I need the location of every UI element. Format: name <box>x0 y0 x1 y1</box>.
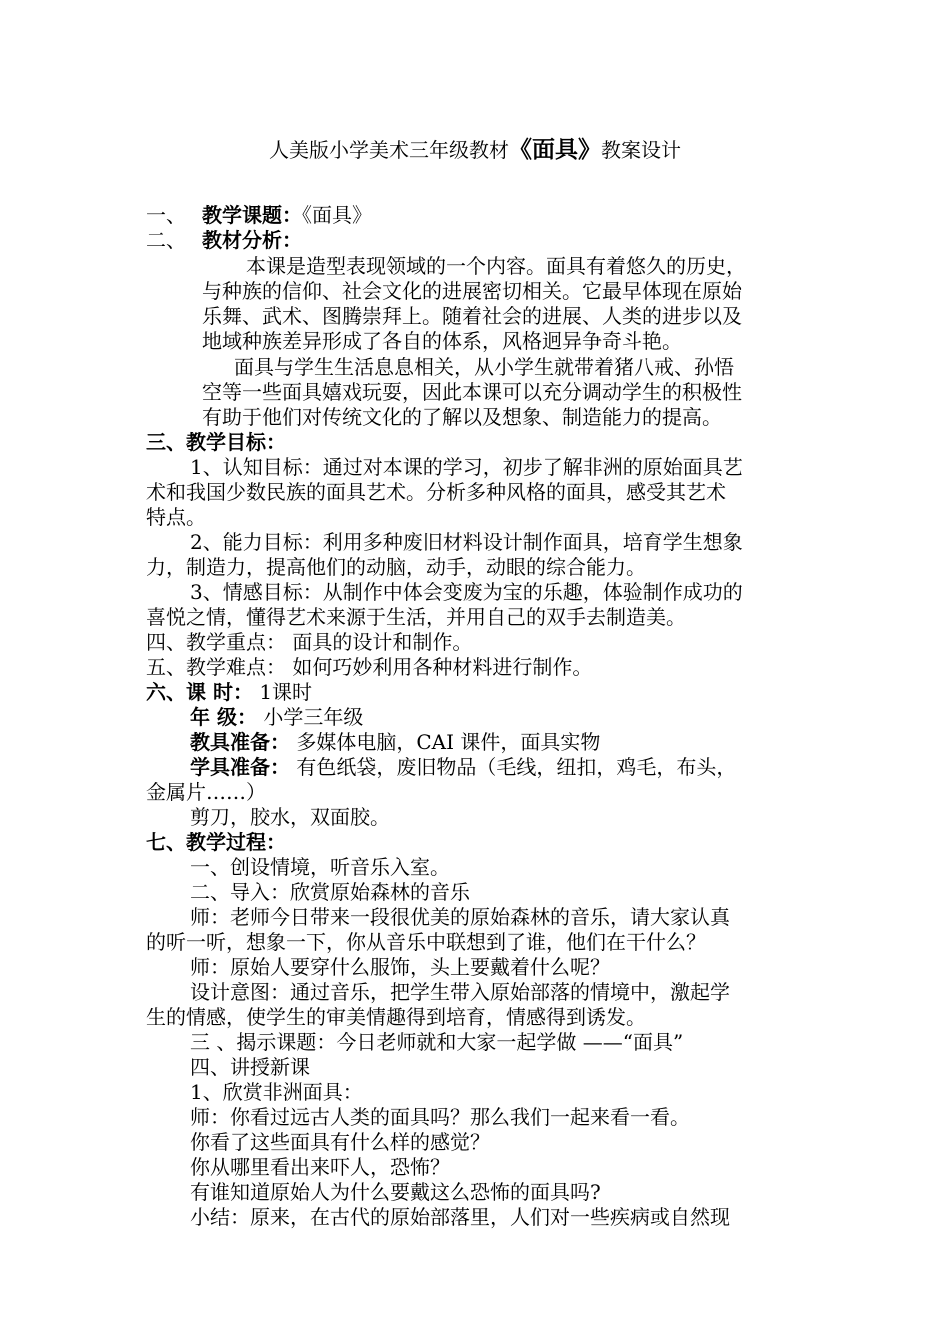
student-tools-line <box>190 755 736 779</box>
paragraph-line: 特点。 <box>146 505 206 529</box>
paragraph-line: 本课是造型表现领域的一个内容。面具有着悠久的历史， <box>246 254 746 278</box>
paragraph-line: 2、能力目标：利用多种废旧材料设计制作面具，培育学生想象 <box>190 530 743 554</box>
paragraph-line: 1、认知目标：通过对本课的学习，初步了解非洲的原始面具艺 <box>190 455 743 479</box>
paragraph-line: 面具与学生生活息息相关，从小学生就带着猪八戒、孙悟 <box>234 355 734 379</box>
paragraph-line: 乐舞、武术、图腾崇拜上。随着社会的进展、人类的进步以及 <box>202 304 742 328</box>
document-title <box>0 138 950 162</box>
paragraph-line: 有助于他们对传统文化的了解以及想象、制造能力的提高。 <box>202 405 722 429</box>
section-duration <box>146 680 312 704</box>
section-topic <box>146 203 372 227</box>
section-difficulties: 五、教学难点： 如何巧妙利用各种材料进行制作。 <box>146 655 593 679</box>
paragraph-line: 四、讲授新课 <box>190 1055 310 1079</box>
section-label: 教学课题： <box>202 203 302 227</box>
section-goals-heading: 三、教学目标： <box>146 430 286 454</box>
paragraph-line: 1、欣赏非洲面具： <box>190 1080 363 1104</box>
paragraph-line: 师：老师今日带来一段很优美的原始森林的音乐，请大家认真 <box>190 905 730 929</box>
section-value: 1课时 <box>252 680 313 704</box>
paragraph-line: 师：原始人要穿什么服饰，头上要戴着什么呢？ <box>190 955 610 979</box>
grade-value: 小学三年级 <box>256 705 364 729</box>
student-tools-value: 有色纸袋，废旧物品（毛线，纽扣，鸡毛，布头， <box>290 755 737 779</box>
section-number: 一、 <box>146 203 186 227</box>
paragraph-line: 地域种族差异形成了各自的体系，风格迥异争奇斗艳。 <box>202 329 682 353</box>
paragraph-line: 金属片……） <box>146 780 266 804</box>
student-tools-label: 学具准备： <box>190 755 290 779</box>
paragraph-line: 3、情感目标：从制作中体会变废为宝的乐趣，体验制作成功的 <box>190 580 743 604</box>
title-prefix: 人美版小学美术三年级教材 <box>269 138 509 162</box>
section-analysis-heading <box>146 228 302 252</box>
teaching-tools-label: 教具准备： <box>190 730 290 754</box>
teaching-tools-value: 多媒体电脑，CAI 课件，面具实物 <box>290 730 601 754</box>
paragraph-line: 一、创设情境，听音乐入室。 <box>190 855 450 879</box>
section-value: 《面具》 <box>302 203 372 227</box>
section-key-points: 四、教学重点： 面具的设计和制作。 <box>146 630 473 654</box>
paragraph-line: 二、导入：欣赏原始森林的音乐 <box>190 880 470 904</box>
paragraph-line: 三 、揭示课题：今日老师就和大家一起学做 ——“面具” <box>190 1030 684 1054</box>
paragraph-line: 小结：原来，在古代的原始部落里，人们对一些疾病或自然现 <box>190 1205 730 1229</box>
paragraph-line: 喜悦之情，懂得艺术来源于生活，并用自己的双手去制造美。 <box>146 605 686 629</box>
teaching-tools-line <box>190 730 600 754</box>
paragraph-line: 力，制造力，提高他们的动脑，动手，动眼的综合能力。 <box>146 555 646 579</box>
grade-label: 年 级： <box>190 705 257 729</box>
section-number: 二、 <box>146 228 186 252</box>
paragraph-line: 剪刀，胶水，双面胶。 <box>190 805 390 829</box>
paragraph-line: 术和我国少数民族的面具艺术。分析多种风格的面具，感受其艺术 <box>146 480 726 504</box>
paragraph-line: 生的情感，使学生的审美情趣得到培育，情感得到诱发。 <box>146 1005 646 1029</box>
paragraph-line: 你从哪里看出来吓人，恐怖？ <box>190 1155 450 1179</box>
paragraph-line: 有谁知道原始人为什么要戴这么恐怖的面具吗? <box>190 1180 601 1204</box>
title-emphasis: 《面具》 <box>509 136 601 163</box>
paragraph-line: 你看了这些面具有什么样的感觉？ <box>190 1130 490 1154</box>
title-suffix: 教案设计 <box>601 138 681 162</box>
paragraph-line: 与种族的信仰、社会文化的进展密切相关。它最早体现在原始 <box>202 279 742 303</box>
section-label: 六、课 时： <box>146 680 253 704</box>
paragraph-line: 空等一些面具嬉戏玩耍，因此本课可以充分调动学生的积极性 <box>202 380 742 404</box>
section-process-heading: 七、教学过程： <box>146 830 286 854</box>
grade-line <box>190 705 363 729</box>
paragraph-line: 的听一听，想象一下，你从音乐中联想到了谁，他们在干什么？ <box>146 930 706 954</box>
paragraph-line: 师：你看过远古人类的面具吗？那么我们一起来看一看。 <box>190 1105 690 1129</box>
section-label: 教材分析： <box>202 228 302 252</box>
paragraph-line: 设计意图：通过音乐，把学生带入原始部落的情境中，激起学 <box>190 980 730 1004</box>
